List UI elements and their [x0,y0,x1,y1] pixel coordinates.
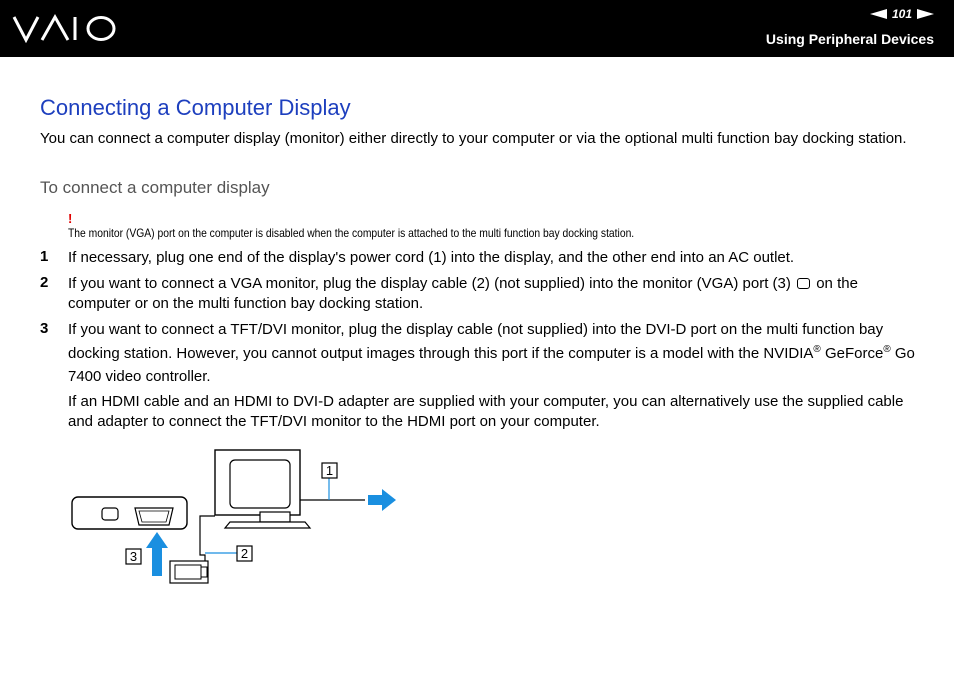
step-text [68,274,918,314]
procedure-title: To connect a computer display [40,178,270,197]
step-text-part: If you want to connect a VGA monitor, plug the display cable (2) (not supplied) into the monitor (VGA) port (3) [68,275,791,292]
callout-label-2: 2 [240,546,249,561]
display-cable [200,516,215,568]
ac-outlet-arrow-icon [368,489,396,511]
step-note-paragraph: If an HDMI cable and an HDMI to DVI-D adapter are supplied with your computer, you can alternatively use the supplied cable and adapter to connect the TFT/DVI monitor to the HDMI port on your computer. [68,393,904,430]
page-navigation [870,7,934,21]
registered-mark: ® [813,343,821,355]
step-number: 1 [40,248,49,265]
monitor-port-icon [102,508,118,520]
connection-diagram [60,440,410,600]
section-title: Using Peripheral Devices [765,31,934,47]
callout-label-3: 3 [129,549,138,564]
step-text-part: on the computer or on the multi function bay docking station. [68,275,858,312]
callout-label-1: 1 [325,463,334,478]
vaio-logo [12,13,120,43]
intro-paragraph: You can connect a computer display (monitor) either directly to your computer or via the optional multi function bay docking station. [40,130,907,147]
step-number: 2 [40,274,49,291]
registered-mark: ® [883,343,891,355]
page-number: 101 [891,7,912,21]
monitor-illustration [215,450,310,528]
note-text: The monitor (VGA) port on the computer is disabled when the computer is attached to the multi function bay docking station. [68,226,635,240]
step-text: If necessary, plug one end of the display's power cord (1) into the display, and the other end into an AC outlet. [68,249,795,266]
monitor-port-icon [797,278,810,289]
page-header [0,0,954,57]
vga-connector-illustration [170,561,208,583]
step-text-part: GeForce [824,344,884,362]
note-warning-mark: ! [68,211,73,226]
step-text-part: Go 7400 video controller. [68,344,915,385]
step-text [68,318,918,389]
insertion-arrow-icon [146,532,168,576]
step-text-part: If you want to connect a TFT/DVI monitor, plug the display cable (not supplied) into the DVI-D port on the multi function bay docking station. However, you cannot output images through this port if the computer is a model with the NVIDIA [68,321,884,362]
next-page-icon[interactable] [917,9,934,19]
page-title: Connecting a Computer Display [40,95,351,120]
step-number: 3 [40,320,49,337]
previous-page-icon[interactable] [870,9,887,19]
